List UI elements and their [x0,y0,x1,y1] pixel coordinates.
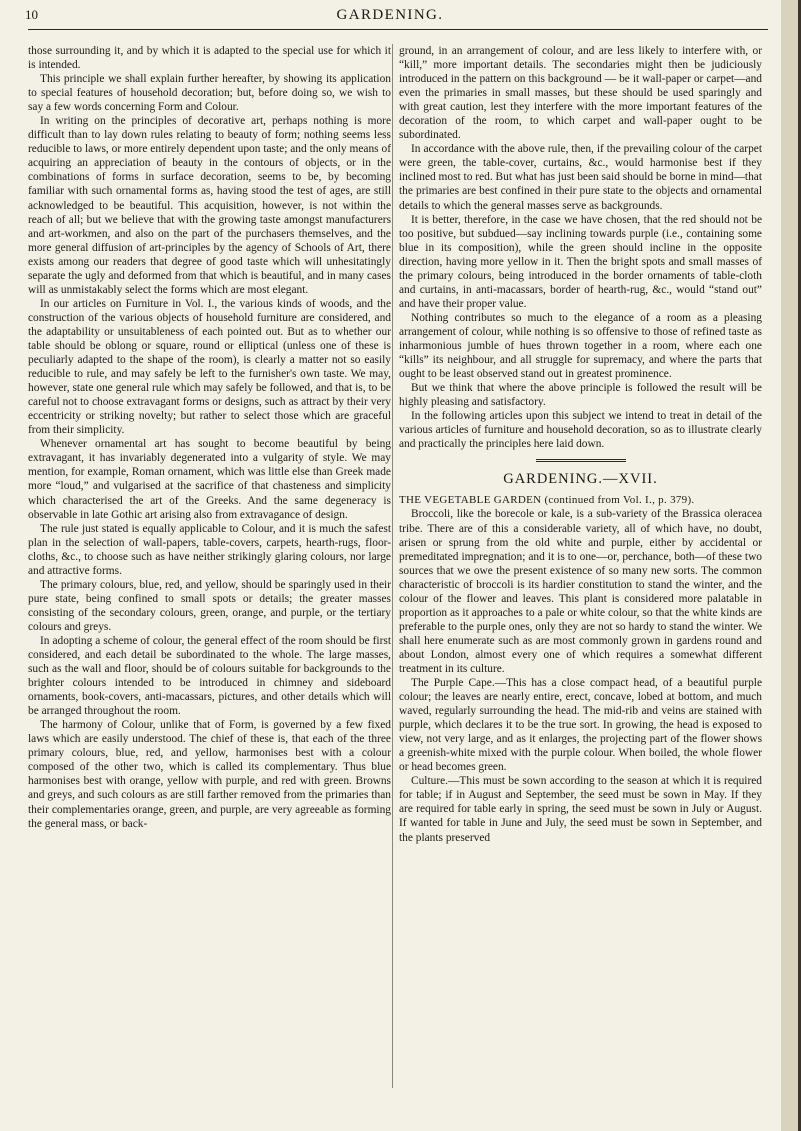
running-title: GARDENING. [336,7,444,23]
right-column [399,44,762,845]
paragraph: But we think that where the above principle is followed the result will be highly pleasing and satisfactory. [399,382,762,409]
paragraph: The rule just stated is equally applicable to Colour, and it is much the safest plan in the selection of wall-papers, table-covers, carpets, hearth-rugs, floor-cloths, &c., to choose such as have neither strikingly glaring colours, nor large and attractive forms. [28,522,391,577]
paragraph: Broccoli, like the borecole or kale, is a sub-variety of the Brassica oleracea tribe. There are of this a considerable variety, all of which have, no doubt, arisen or sprung from the old white and purple, either by accidental or premeditated impregnation; and it is to one—or, perchance, both—of these two sources that we owe the present existence of so many new sorts. The common characteristic of broccoli is its hardier constitution to stand the winter, and the colour of the flower and leaves. This plant is considered more palatable in proportion as it approaches to a pale or white colour, so that the white kinds are preferable to the purple ones, only they are not so hardy to stand the winter. We shall here enumerate such as are most commonly grown in gardens round and about London, almost every one of which requires a somewhat different treatment in its culture. [399,508,762,675]
sub-heading: THE VEGETABLE GARDEN (continued from Vol. I., p. 379). [399,494,695,507]
section-divider [536,459,626,462]
page-number: 10 [25,7,38,22]
paragraph: those surrounding it, and by which it is adapted to the special use for which it is intended. [28,45,391,72]
section-heading: GARDENING.—XVII. [503,471,658,488]
paragraph: The primary colours, blue, red, and yellow, should be sparingly used in their pure state, being confined to small spots or details; the greater masses consisting of the secondary colours, green, orange, and purple, or the tertiary colours and greys. [28,578,391,633]
paragraph: Nothing contributes so much to the elegance of a room as a pleasing arrangement of colour, while nothing is so offensive to those of refined taste as inharmonious jumble of hues thrown together in a room, where each one “kills” its neighbour, and all struggle for supremacy, and where the parts that ought to be least observed stand out in greatest prominence. [399,311,762,381]
paragraph: In accordance with the above rule, then, if the prevailing colour of the carpet were green, the table-cover, curtains, &c., would harmonise best if they inclined most to red. But what has just been said should be borne in mind—that the primaries are best confined in their pure state to the objects and ornamental details to which the general masses serve as backgrounds. [399,143,762,212]
paragraph: In our articles on Furniture in Vol. I., the various kinds of woods, and the construction of the various objects of household furniture are considered, and the adaptability or unsuitableness of each pointed out. But as to whether our table should be oblong or square, round or elliptical (unless one of these is peculiarly adapted to the shape of the room), is clearly a matter not so easily reducible to rule, and may safely be left to the furnisher's own taste. We may, however, state one general rule which may safely be followed, and that is, to be careful not to choose extravagant forms or designs, such as attract by their very eccentricity or striking novelty; but rather to select those which are graceful from their simplicity. [28,297,391,437]
paragraph: In adopting a scheme of colour, the general effect of the room should be first considered, and each detail be subordinated to the whole. The large masses, such as the wall and floor, should be of colours suitable for backgrounds to the brighter colours intended to be introduced in chimney and sideboard ornaments, book-covers, anti-macassars, pictures, and other details which will be arranged throughout the room. [28,634,391,718]
paragraph: The Purple Cape.—This has a close compact head, of a beautiful purple colour; the leaves are nearly entire, erect, concave, lobed at bottom, and much waved, regularly surrounding the head. The mid-rib and veins are stained with purple, which declares it to be the true sort. In growing, the head is exposed to view, not very large, and as it enlarges, the projecting part of the flower shows a greenish-white mixed with the purple colour. When boiled, the whole flower or head becomes green. [399,677,762,774]
paragraph: Whenever ornamental art has sought to become beautiful by being extravagant, it has invariably degenerated into a vulgarity of style. We may mention, for example, Roman ornament, which was little else than Greek made more “loud,” and vulgarised at the sacrifice of that chasteness and simplicity which characterised the art of the Greeks. And the same degeneracy is observable in late Gothic art arising also from extravagance of design. [28,438,391,521]
column-divider [392,44,393,1088]
left-column [28,44,391,831]
paragraph: In the following articles upon this subject we intend to treat in detail of the various articles of furniture and household decoration, so as to illustrate clearly and practically the principles here laid down. [399,410,762,451]
paragraph: Culture.—This must be sown according to the season at which it is required for table; if in August and September, the seed must be sown in May. If they are required for table early in spring, the seed must be sown in July or August. If wanted for table in June and July, the seed must be sown in September, and the plants preserved [399,775,762,844]
header-rule [28,29,768,30]
paragraph: It is better, therefore, in the case we have chosen, that the red should not be too positive, but subdued—say inclining towards purple (i.e., containing some blue in its composition), while the green should incline in the opposite direction, having more yellow in it. Then the bright spots and small masses of the primary colours, being introduced in the border ornaments of table-cloth and curtains, in anti-macassars, border of hearth-rug, &c., would “stand out” and have their proper value. [399,213,762,310]
paragraph: ground, in an arrangement of colour, and are less likely to interfere with, or “kill,” more important details. The secondaries might then be judiciously introduced in the pattern on this background — be it wall-paper or carpet—and even the primaries in small masses, but these should be used sparingly and with great caution, lest they interfere with the more important features of the decoration of the room, to which carpet and wall-paper ought to be subordinated. [399,45,762,142]
paragraph: This principle we shall explain further hereafter, by showing its application to special features of household decoration; but, before doing so, we wish to say a few words concerning Form and Colour. [28,73,391,114]
paragraph: The harmony of Colour, unlike that of Form, is governed by a few fixed laws which are easily understood. The chief of these is, that each of the three primary colours, blue, red, and yellow, harmonises best with a colour composed of the other two, which is called its complementary. Thus blue harmonises best with orange, yellow with purple, and red with green. Browns and greys, and such colours as are still farther removed from the primaries than their complementaries orange, green, and purple, are very agreeable as forming the general mass, or back- [28,719,391,830]
paragraph: In writing on the principles of decorative art, perhaps nothing is more difficult than to lay down rules relating to beauty of form; nothing seems less reducible to laws, or more entirely dependent upon taste; and the only means of acquiring an appreciation of beauty in the contours of objects, or in the combinations of forms in surface decoration, seems to be, by becoming familiar with such ornamental forms as, having stood the test of ages, are still acknowledged to be beautiful. This acquisition, however, is not within the reach of all; but we believe that with the growing taste amongst manufacturers and art-workmen, and also on the part of the purchasers themselves, and the more general diffusion of art-principles by the agency of Schools of Art, there exists among our readers that degree of good taste which will unhesitatingly separate the ugly and deformed from that which is beautiful, and in many cases will as unmistakably select the forms which are most elegant. [28,115,391,296]
